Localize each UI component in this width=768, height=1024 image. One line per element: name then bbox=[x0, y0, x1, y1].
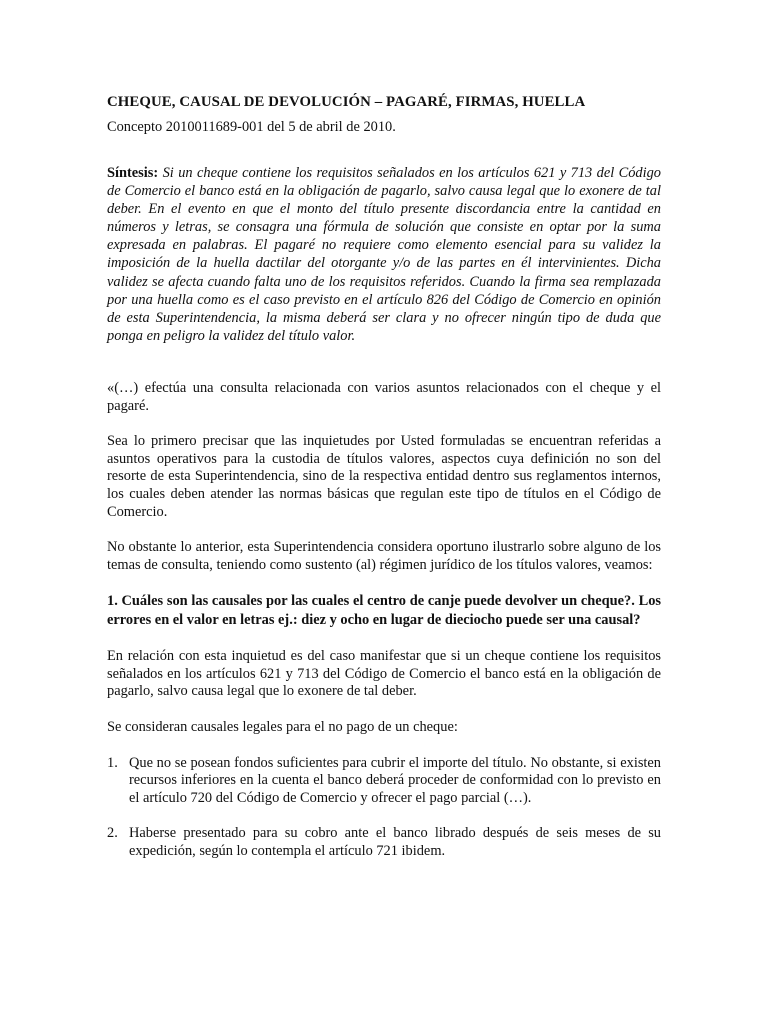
causales-list bbox=[107, 755, 661, 861]
list-item bbox=[107, 755, 661, 808]
list-item-text: Que no se posean fondos suficientes para cubrir el importe del título. No obstante, si existen recursos inferiores en la cuenta el banco deberá proceder de conformidad con lo previsto en el artículo 720 del Código de Comercio y ofrecer el pago parcial (…). bbox=[129, 754, 661, 806]
list-item-text: Haberse presentado para su cobro ante el banco librado después de seis meses de su expedición, según lo contempla el artículo 721 ibidem. bbox=[129, 825, 661, 860]
concepto-reference: Concepto 2010011689-001 del 5 de abril de 2010. bbox=[107, 119, 396, 135]
list-item bbox=[107, 825, 661, 860]
document-title: CHEQUE, CAUSAL DE DEVOLUCIÓN – PAGARÉ, FIRMAS, HUELLA bbox=[107, 94, 586, 110]
sintesis-text: Si un cheque contiene los requisitos señalados en los artículos 621 y 713 del Código de Comercio el banco está en la obligación de pagarlo, salvo causa legal que lo exonere de tal deber. En el evento en que el monto del título presente discordancia entre la cantidad en números y letras, se consagra una fórmula de solución que consiste en optar por la suma expresada en palabras. El pagaré no requiere como elemento esencial para su validez la imposición de la huella dactilar del otorgante y/o de las partes en él intervinientes. Dicha validez se afecta cuando falta uno de los requisitos referidos. Cuando la firma sea remplazada por una huella como es el caso previsto en el artículo 826 del Código de Comercio en opinión de esta Superintendencia, la misma deberá ser clara y no ofrecer ningún tipo de duda que ponga en peligro la validez del título valor. bbox=[107, 165, 661, 344]
body-paragraph-4: En relación con esta inquietud es del caso manifestar que si un cheque contiene los requisitos señalados en los artículos 621 y 713 del Código de Comercio el banco está en la obligación de pagarlo, salvo causa legal que lo exonere de tal deber. bbox=[107, 648, 661, 700]
body-paragraph-5: Se consideran causales legales para el no pago de un cheque: bbox=[107, 719, 458, 736]
body-paragraph-3: No obstante lo anterior, esta Superintendencia considera oportuno ilustrarlo sobre alguno de los temas de consulta, teniendo como sustento (al) régimen jurídico de los títulos valores, veamos: bbox=[107, 539, 661, 573]
body-paragraph-2: Sea lo primero precisar que las inquietudes por Usted formuladas se encuentran referidas a asuntos operativos para la custodia de títulos valores, aspectos cuya definición no son del resorte de esta Superintendencia, sino de la respectiva entidad dentro sus reglamentos internos, los cuales deben atender las normas básicas que regulan este tipo de títulos en el Código de Comercio. bbox=[107, 433, 661, 520]
consulta-paragraph: «(…) efectúa una consulta relacionada con varios asuntos relacionados con el cheque y el pagaré. bbox=[107, 379, 661, 414]
question-heading-1: 1. Cuáles son las causales por las cuales el centro de canje puede devolver un cheque?. Los errores en el valor en letras ej.: diez y ocho en lugar de dieciocho puede ser una causal? bbox=[107, 593, 661, 629]
sintesis-label: Síntesis: bbox=[107, 165, 159, 181]
list-item-number: 1. bbox=[107, 754, 118, 771]
list-item-number: 2. bbox=[107, 825, 118, 842]
sintesis-paragraph bbox=[107, 164, 661, 345]
